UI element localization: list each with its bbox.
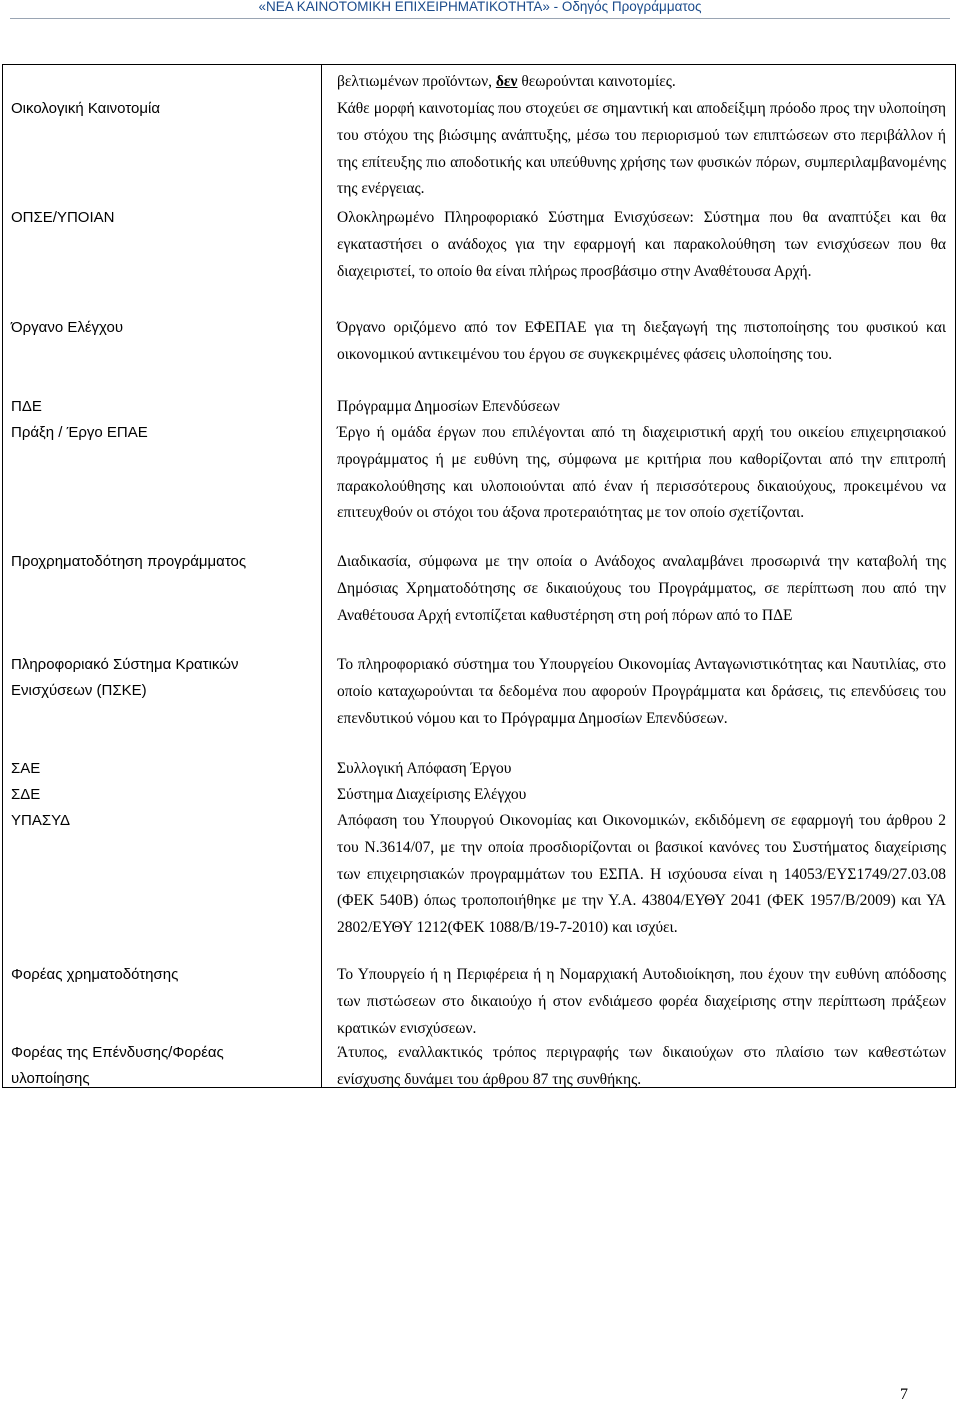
glossary-term: ΣΔΕ (11, 786, 41, 803)
glossary-definition: Όργανο οριζόμενο από τον ΕΦΕΠΑΕ για τη διεξαγωγή της πιστοποίησης του φυσικού και οικονομικού αντικειμένου του έργου σε συγκεκριμένες φάσεις υλοποίησης του. (337, 319, 946, 363)
glossary-definition: Ολοκληρωμένο Πληροφοριακό Σύστημα Ενισχύσεων: Σύστημα που θα αναπτύξει και θα εγκαταστήσει ο ανάδοχος για την εφαρμογή και παρακολούθηση των ενισχύσεων που θα διαχειριστεί, το οποίο θα είναι πλήρως προσβάσιμο στην Αναθέτουσα Αρχή. (337, 209, 946, 280)
glossary-term: ΠΔΕ (11, 398, 42, 415)
emphasis-text: δεν (495, 73, 518, 90)
glossary-term: Οικολογική Καινοτομία (11, 100, 160, 117)
continued-definition (337, 69, 946, 96)
glossary-definition: Σύστημα Διαχείρισης Ελέγχου (337, 786, 527, 803)
document-header: «ΝΕΑ ΚΑΙΝΟΤΟΜΙΚΗ ΕΠΙΧΕΙΡΗΜΑΤΙΚΟΤΗΤΑ» - Οδηγός Προγράμματος (10, 0, 950, 19)
continued-text-end: θεωρούνται καινοτομίες. (517, 73, 676, 90)
glossary-term: Προχρηματοδότηση προγράμματος (11, 553, 247, 570)
glossary-definition: Πρόγραμμα Δημοσίων Επενδύσεων (337, 398, 560, 415)
column-divider (321, 64, 322, 1088)
glossary-term: Πράξη / Έργο ΕΠΑΕ (11, 424, 148, 441)
glossary-definition: Το Υπουργείο ή η Περιφέρεια ή η Νομαρχιακή Αυτοδιοίκηση, που έχουν την ευθύνη απόδοσης των πιστώσεων στο δικαιούχο ή στον ενδιάμεσο φορέα διαχείρισης στην περίπτωση πράξεων κρατικών ενισχύσεων. (337, 966, 946, 1037)
glossary-definition: Άτυπος, εναλλακτικός τρόπος περιγραφής των δικαιούχων στο πλαίσιο των καθεστώτων ενίσχυσης δυνάμει του άρθρου 87 της συνθήκης. (337, 1044, 946, 1088)
glossary-definition: Διαδικασία, σύμφωνα με την οποία ο Ανάδοχος αναλαμβάνει προσωρινά την καταβολή της Δημόσιας Χρηματοδότησης σε δικαιούχους του Προγράμματος, σε περίπτωση που από την Αναθέτουσα Αρχή εντοπίζεται καθυστέρηση στη ροή πόρων από το ΠΔΕ (337, 553, 946, 624)
glossary-definition: Έργο ή ομάδα έργων που επιλέγονται από τη διαχειριστική αρχή του οικείου επιχειρησιακού προγράμματος ή με ευθύνη της, σύμφωνα με κριτήρια που καθορίζονται από την επιτροπή παρακολούθησης και υλοποιούνται από έναν ή περισσότερους δικαιούχους, προκειμένου να επιτευχθούν οι στόχοι του άξονα προτεραιότητας με τον οποίο σχετίζονται. (337, 424, 946, 522)
glossary-definition: Απόφαση του Υπουργού Οικονομίας και Οικονομικών, εκδιδόμενη σε εφαρμογή του άρθρου 2 του Ν.3614/07, με την οποία προσδιορίζονται οι βασικοί κανόνες του Συστήματος διαχείρισης των επιχειρησιακών προγραμμάτων του ΕΣΠΑ. Η ισχύουσα είναι η 14053/ΕΥΣ1749/27.03.08 (ΦΕΚ 540Β) όπως τροποποιήθηκε με την Υ.Α. 43804/ΕΥΘΥ 2041 (ΦΕΚ 1957/Β/2009) και ΥΑ 2802/ΕΥΘΥ 1212(ΦΕΚ 1088/Β/19-7-2010) και ισχύει. (337, 812, 946, 937)
glossary-term: ΟΠΣΕ/ΥΠΟΙΑΝ (11, 209, 115, 226)
glossary-term: ΥΠΑΣΥΔ (11, 812, 71, 829)
glossary-term: Πληροφοριακό Σύστημα Κρατικών Ενισχύσεων (ΠΣΚΕ) (11, 656, 239, 699)
glossary-definition: Κάθε μορφή καινοτομίας που στοχεύει σε σημαντική και αποδείξιμη πρόοδο προς την υλοποίηση του στόχου της βιώσιμης ανάπτυξης, μέσω του περιορισμού των επιπτώσεων στο περιβάλλον ή της επίτευξης πιο αποδοτικής και υπεύθυνης χρήσης των φυσικών πόρων, συμπεριλαμβανομένης της ενέργειας. (337, 100, 946, 198)
glossary-term: ΣΑΕ (11, 760, 41, 777)
continued-text: βελτιωμένων προϊόντων, (337, 73, 496, 90)
glossary-term: Φορέας χρηματοδότησης (11, 966, 179, 983)
glossary-definition: Το πληροφοριακό σύστημα του Υπουργείου Οικονομίας Ανταγωνιστικότητας και Ναυτιλίας, στο οποίο καταχωρούνται τα δεδομένα που αφορούν Προγράμματα και δράσεις, τις επενδύσεις του επενδυτικού νόμου και το Πρόγραμμα Δημοσίων Επενδύσεων. (337, 656, 946, 727)
glossary-term: Φορέας της Επένδυσης/Φορέας υλοποίησης (11, 1044, 224, 1087)
glossary-definition: Συλλογική Απόφαση Έργου (337, 760, 512, 777)
glossary-term: Όργανο Ελέγχου (11, 319, 124, 336)
page-number: 7 (900, 1386, 908, 1403)
